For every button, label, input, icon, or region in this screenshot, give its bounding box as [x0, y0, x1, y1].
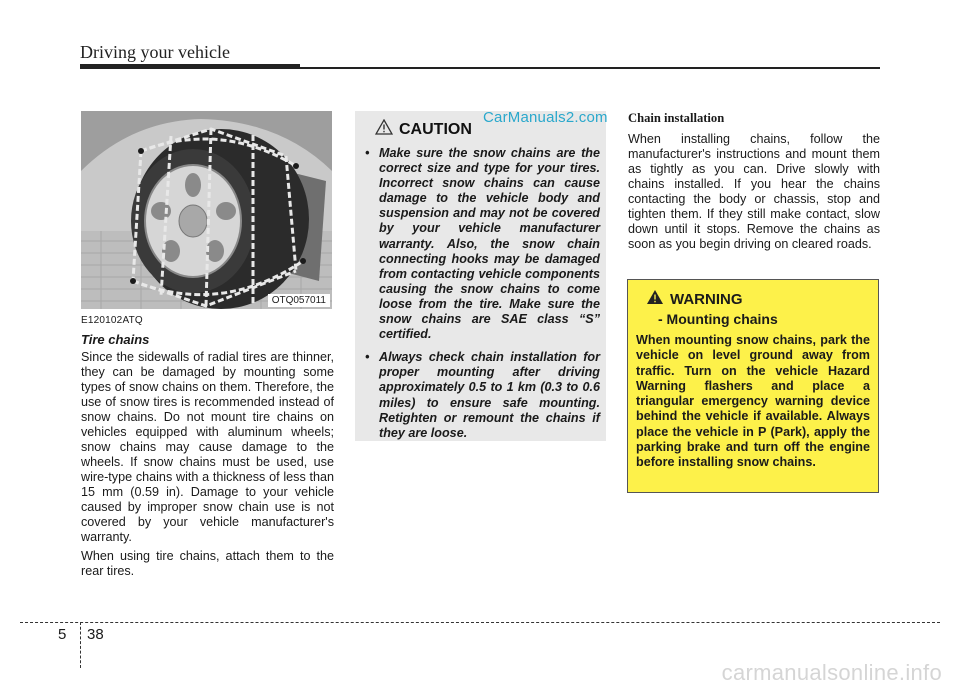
warning-subtitle: - Mounting chains [658, 311, 778, 327]
warning-text: When mounting snow chains, park the vehicle on level ground away from traffic. Turn on the vehicle Hazard Warning flashers and place a triangular emergency warning device behind the vehicle if available. Always place the vehicle in P (Park), apply the parking brake and turn off the engine before installing snow chains. [636, 333, 870, 470]
footer-divider [80, 622, 81, 668]
chain-installation-heading: Chain installation [628, 111, 725, 125]
right-column [628, 111, 880, 256]
footer-watermark: carmanualsonline.info [721, 660, 942, 685]
paragraph: When installing chains, follow the manufacturer's instructions and mount them as tightly as you can. Drive slowly with chains installed. If you hear the chains contacting the body or chassis, stop and tighten them. If they still make contact, slow down until it stops. Remove the chains as soon as you begin driving on cleared roads. [628, 132, 880, 251]
caution-box [355, 111, 606, 441]
header-rule-thin [300, 67, 880, 69]
page-number: 38 [87, 626, 104, 643]
caution-list [365, 146, 600, 441]
left-column [81, 315, 334, 583]
caution-item: • Always check chain installation for proper mounting after driving approximately 0.5 to 1 km (0.3 to 0.6 miles) to ensure safe mounting. Retighten or remount the chains if they are loose. [365, 350, 600, 440]
subheading-tire-chains: Tire chains [81, 332, 150, 347]
watermark-link[interactable]: CarManuals2.com [483, 109, 608, 126]
tire-chain-photo [81, 111, 332, 309]
header-rule [80, 64, 300, 69]
section-code: E120102ATQ [81, 315, 143, 326]
paragraph: When using tire chains, attach them to the rear tires. [81, 549, 334, 578]
warning-triangle-icon [646, 289, 664, 310]
paragraph: Since the sidewalls of radial tires are thinner, they can be damaged by mounting some types of snow chains on them. Therefore, the use of snow tires is recommended instead of snow chains. Do not mount tire chains on vehicles equipped with aluminum wheels; snow chains may cause damage to the wheels. If snow chains must be used, use wire-type chains with a thickness of less than 15 mm (0.59 in). Damage to your vehicle caused by improper snow chain use is not covered by your vehicle manufacturer's warranty. [81, 350, 334, 544]
page-header-title: Driving your vehicle [80, 42, 230, 62]
warning-title: WARNING [670, 291, 743, 308]
warning-box [627, 279, 879, 493]
caution-item: • Make sure the snow chains are the correct size and type for your tires. Incorrect snow chains can cause damage to the vehicle body and suspension and may not be covered by your vehicle manufacturer warranty. Also, the snow chain connecting hooks may be damaged from contacting vehicle components causing the snow chains to come loose from the tire. Make sure the snow chains are SAE class “S” certified. [365, 146, 600, 342]
figure-code: OTQ057011 [268, 294, 330, 307]
caution-triangle-icon [375, 119, 393, 140]
footer-rule [20, 622, 940, 623]
chapter-number: 5 [58, 626, 67, 643]
caution-title: CAUTION [399, 120, 472, 138]
